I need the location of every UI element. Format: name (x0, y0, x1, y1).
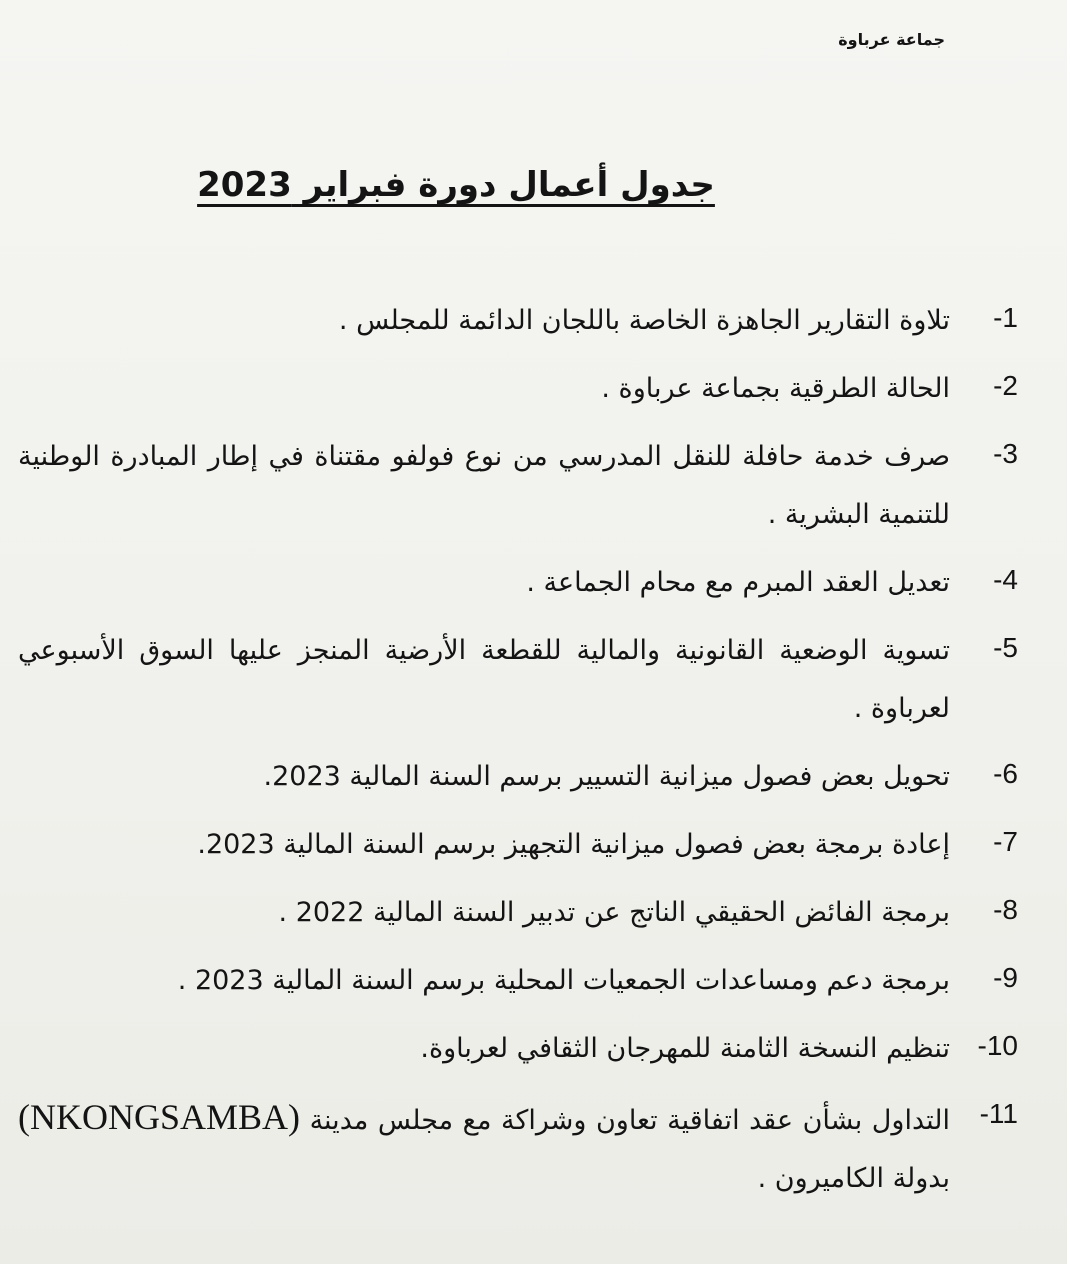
item-number: -3 (993, 438, 1018, 469)
item-text-suffix: بدولة الكاميرون . (757, 1163, 950, 1194)
item-number: -7 (993, 826, 1018, 857)
organization-label: جماعة عرباوة (838, 30, 945, 49)
item-text: الحالة الطرقية بجماعة عرباوة . (601, 373, 950, 404)
agenda-item (18, 622, 1018, 738)
agenda-item (18, 952, 1018, 1010)
item-number: -2 (993, 370, 1018, 401)
agenda-item (18, 360, 1018, 418)
item-text: تعديل العقد المبرم مع محام الجماعة . (526, 567, 950, 598)
item-number: -6 (993, 758, 1018, 789)
item-text-main: التداول بشأن عقد اتفاقية تعاون وشراكة مع مجلس مدينة (309, 1105, 950, 1136)
item-text: برمجة الفائض الحقيقي الناتج عن تدبير السنة المالية 2022 . (278, 897, 950, 928)
item-text: صرف خدمة حافلة للنقل المدرسي من نوع فولفو مقتناة في إطار المبادرة الوطنية للتنمية البشرية . (18, 441, 950, 530)
item-text: برمجة دعم ومساعدات الجمعيات المحلية برسم السنة المالية 2023 . (177, 965, 950, 996)
item-number: -1 (993, 302, 1018, 333)
document-title (0, 165, 912, 205)
agenda-item (18, 428, 1018, 544)
agenda-item (18, 816, 1018, 874)
item-text-latin: (NKONGSAMBA) (18, 1097, 301, 1137)
item-text: تلاوة التقارير الجاهزة الخاصة باللجان الدائمة للمجلس . (338, 305, 950, 336)
item-number: -4 (993, 564, 1018, 595)
item-text: تحويل بعض فصول ميزانية التسيير برسم السنة المالية 2023. (263, 761, 950, 792)
item-text (18, 1088, 950, 1208)
document-title-text: جدول أعمال دورة فبراير 2023 (197, 165, 715, 205)
item-number: -9 (993, 962, 1018, 993)
agenda-item (18, 1020, 1018, 1078)
agenda-list (18, 292, 1018, 1218)
item-number: -5 (993, 632, 1018, 663)
item-text: تسوية الوضعية القانونية والمالية للقطعة الأرضية المنجز عليها السوق الأسبوعي لعرباوة . (18, 635, 950, 724)
agenda-item (18, 1088, 1018, 1208)
item-number: -10 (977, 1030, 1018, 1061)
item-number: -8 (993, 894, 1018, 925)
item-text: تنظيم النسخة الثامنة للمهرجان الثقافي لعرباوة. (420, 1033, 950, 1064)
item-text: إعادة برمجة بعض فصول ميزانية التجهيز برسم السنة المالية 2023. (197, 829, 950, 860)
agenda-item (18, 884, 1018, 942)
agenda-item (18, 554, 1018, 612)
agenda-item (18, 292, 1018, 350)
item-number: -11 (979, 1098, 1018, 1129)
agenda-item (18, 748, 1018, 806)
